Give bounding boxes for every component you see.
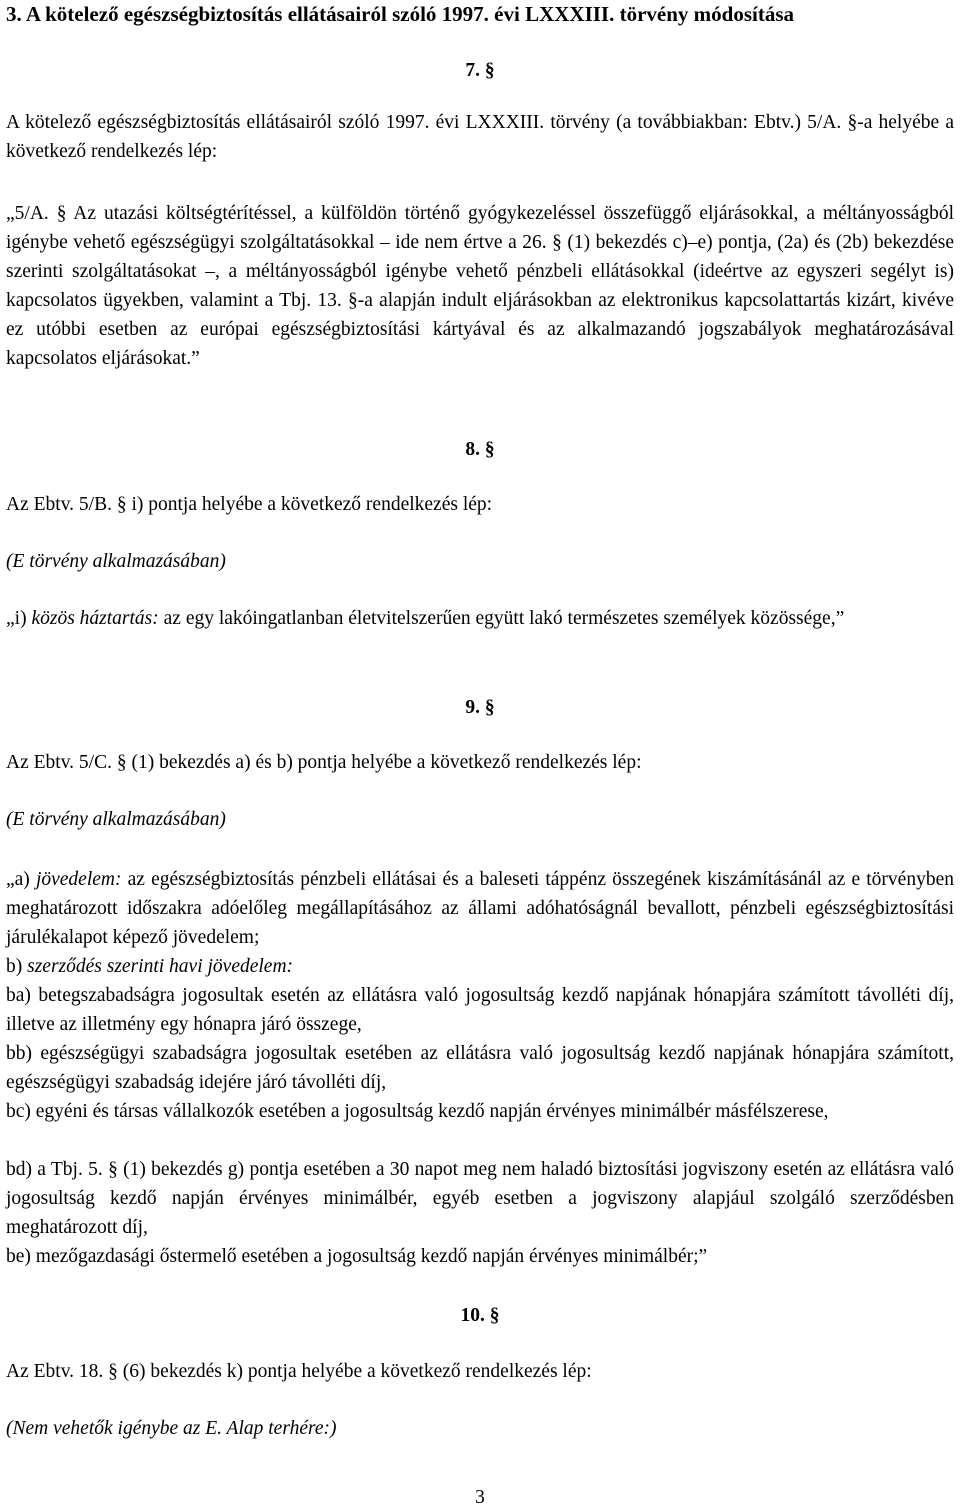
section-8-definition bbox=[6, 604, 954, 633]
section-8-context: (E törvény alkalmazásában) bbox=[6, 551, 226, 572]
section-9-point-bb: bb) egészségügyi szabadságra jogosultak esetében az ellátásra való jogosultság kezdő napjának hónapjára számított, egészségügyi szabadság idejére járó távolléti díj, bbox=[6, 1043, 954, 1093]
page-number: 3 bbox=[475, 1487, 485, 1508]
point-a-text: az egészségbiztosítás pénzbeli ellátásai és a baleseti táppénz összegének kiszámításánál az e törvényben meghatározott időszakra adóelőleg megállapításához az állami adóhatóságnál bevallott, pénzbeli egészségbiztosítási járulékalapot képező jövedelem; bbox=[6, 869, 954, 948]
definition-text: az egy lakóingatlanban életvitelszerűen együtt lakó természetes személyek közössége,” bbox=[158, 608, 845, 629]
section-9-point-bc: bc) egyéni és társas vállalkozók esetében a jogosultság kezdő napján érvényes minimálbér másfélszerese, bbox=[6, 1101, 829, 1122]
point-b-prefix: b) bbox=[6, 956, 28, 977]
section-number-9: 9. § bbox=[465, 697, 495, 718]
section-number-8: 8. § bbox=[465, 439, 495, 460]
point-b-term: szerződés szerinti havi jövedelem: bbox=[27, 956, 294, 977]
definition-term: közös háztartás: bbox=[31, 608, 159, 629]
section-10-intro: Az Ebtv. 18. § (6) bekezdés k) pontja helyébe a következő rendelkezés lép: bbox=[6, 1361, 592, 1382]
section-7-body: „5/A. § Az utazási költségtérítéssel, a külföldön történő gyógykezeléssel összefüggő eljárásokkal, a méltányosságból igénybe vehető egészségügyi szolgáltatásokkal – ide nem értve a 26. § (1) bekezdés c)–e) pontja, (2a) és (2b) bekezdése szerinti szolgáltatásokat –, a méltányosságból igénybe vehető pénzbeli ellátásokkal (ideértve az egyszeri segélyt is) kapcsolatos ügyekben, valamint a Tbj. 13. §-a alapján indult eljárásokban az elektronikus kapcsolattartás kizárt, kivéve ez utóbbi esetben az európai egészségbiztosítási kártyával és az alkalmazandó jogszabályok meghatározásával kapcsolatos eljárásokat.” bbox=[6, 203, 954, 369]
definition-prefix: „i) bbox=[6, 608, 32, 629]
section-9-point-ba: ba) betegszabadságra jogosultak esetén az ellátásra való jogosultság kezdő napjának hónapjára számított távolléti díj, illetve az illetmény egy hónapra járó összege, bbox=[6, 985, 954, 1035]
section-9-intro: Az Ebtv. 5/C. § (1) bekezdés a) és b) pontja helyébe a következő rendelkezés lép: bbox=[6, 752, 642, 773]
section-9-point-be: be) mezőgazdasági őstermelő esetében a jogosultság kezdő napján érvényes minimálbér;” bbox=[6, 1246, 708, 1267]
section-9-point-a bbox=[6, 865, 954, 952]
section-8-intro: Az Ebtv. 5/B. § i) pontja helyébe a következő rendelkezés lép: bbox=[6, 494, 493, 515]
point-a-prefix: „a) bbox=[6, 869, 36, 890]
section-10-context: (Nem vehetők igénybe az E. Alap terhére:) bbox=[6, 1418, 337, 1439]
section-9-point-bd: bd) a Tbj. 5. § (1) bekezdés g) pontja esetében a 30 napot meg nem haladó biztosítási jogviszony esetén az ellátásra való jogosultság kezdő napján érvényes minimálbér, egyéb esetben a jogviszony alapjául szolgáló szerződésben meghatározott díj, bbox=[6, 1159, 954, 1238]
section-number-10: 10. § bbox=[460, 1305, 500, 1326]
section-7-intro: A kötelező egészségbiztosítás ellátásairól szóló 1997. évi LXXXIII. törvény (a továbbiakban: Ebtv.) 5/A. §-a helyébe a következő rendelkezés lép: bbox=[6, 112, 954, 162]
section-9-point-b bbox=[6, 952, 954, 981]
point-a-term: jövedelem: bbox=[35, 869, 122, 890]
section-9-context: (E törvény alkalmazásában) bbox=[6, 809, 226, 830]
document-heading: 3. A kötelező egészségbiztosítás ellátásairól szóló 1997. évi LXXXIII. törvény módosítása bbox=[6, 2, 795, 26]
section-number-7: 7. § bbox=[465, 60, 495, 81]
